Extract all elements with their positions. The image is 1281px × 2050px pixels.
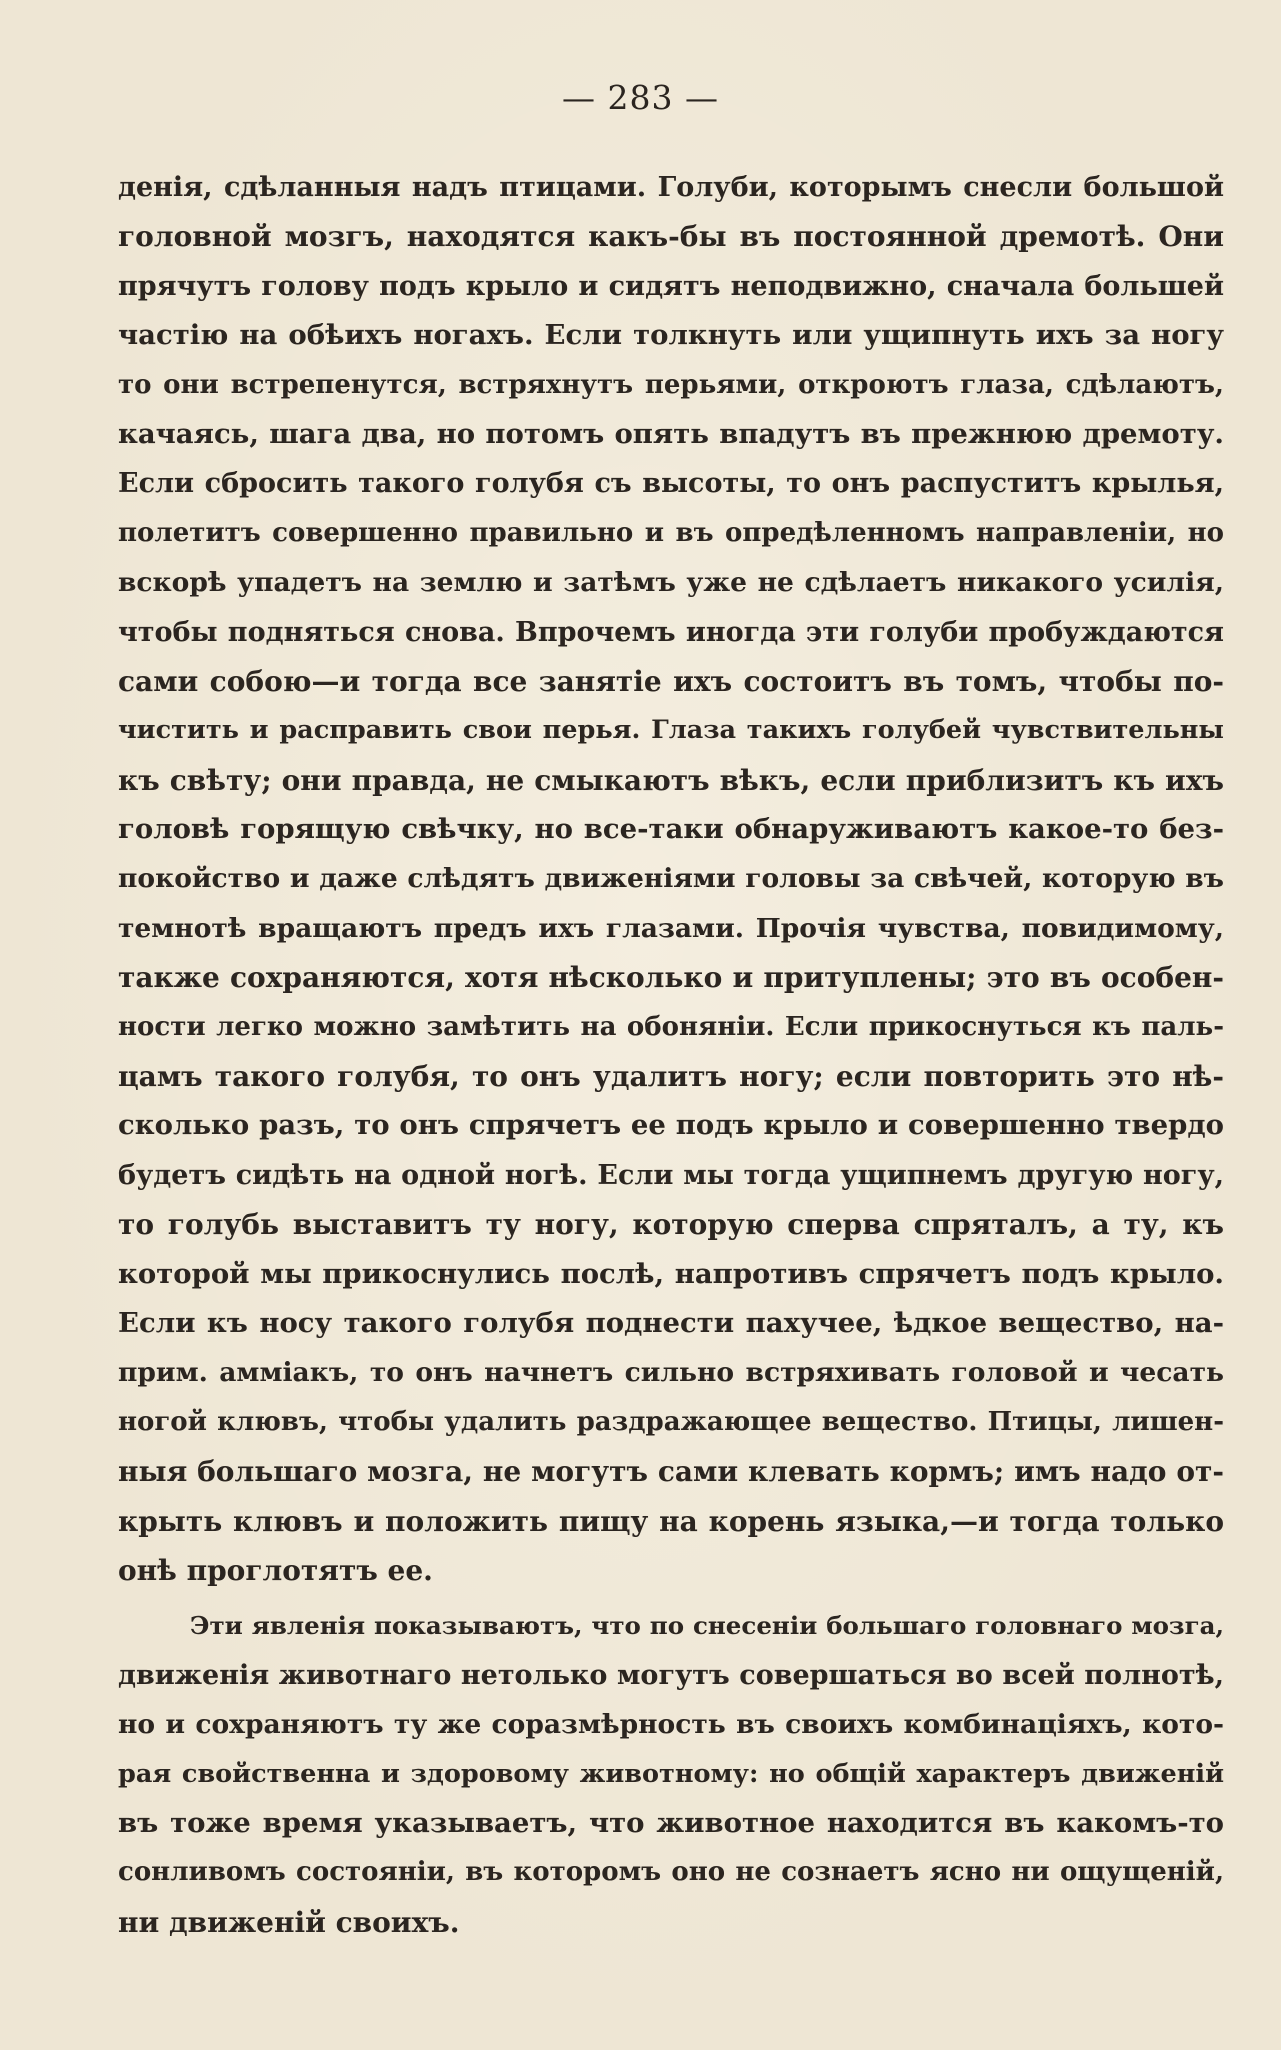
body-text xyxy=(118,163,1224,1947)
text-line: рая свойственна и здоровому животному: но общій характеръ движеній xyxy=(118,1758,1224,1789)
text-line: въ тоже время указываетъ, что животное находится въ какомъ-то xyxy=(118,1806,1224,1839)
text-line: то голубь выставитъ ту ногу, которую сперва спряталъ, а ту, къ xyxy=(118,1208,1224,1242)
text-line: чистить и расправить свои перья. Глаза такихъ голубей чувствительны xyxy=(118,715,1224,746)
text-line: покойство и даже слѣдятъ движеніями головы за свѣчей, которую въ xyxy=(118,863,1224,895)
text-line: крыть клювъ и положить пищу на корень языка,—и тогда только xyxy=(118,1504,1224,1538)
text-line: темнотѣ вращаютъ предъ ихъ глазами. Прочія чувства, повидимому, xyxy=(118,912,1224,944)
text-line: къ свѣту; они правда, не смыкаютъ вѣкъ, если приблизитъ къ ихъ xyxy=(118,763,1224,797)
text-line: то они встрепенутся, встряхнутъ перьями, откроютъ глаза, сдѣлаютъ, xyxy=(118,369,1224,400)
text-line: Эти явленія показываютъ, что по снесеніи большаго головнаго мозга, xyxy=(190,1611,1224,1641)
text-line: Если сбросить такого голубя съ высоты, то онъ распуститъ крылья, xyxy=(118,468,1224,500)
text-line: ногой клювъ, чтобы удалить раздражающее вещество. Птицы, лишен- xyxy=(118,1406,1224,1437)
paragraph-2 xyxy=(118,1601,1224,1947)
text-line: полетитъ совершенно правильно и въ опредѣленномъ направленіи, но xyxy=(118,517,1224,548)
text-line: головѣ горящую свѣчку, но все-таки обнаруживаютъ какое-то без- xyxy=(118,813,1224,846)
text-line: ни движеній своихъ. xyxy=(118,1905,460,1939)
text-line: прим. аммiакъ, то онъ начнетъ сильно встряхивать головой и чесать xyxy=(118,1357,1224,1389)
text-line: прячутъ голову подъ крыло и сидятъ неподвижно, сначала большей xyxy=(118,270,1224,302)
text-line: Если къ носу такого голубя поднести пахучее, ѣдкое вещество, на- xyxy=(118,1306,1224,1339)
text-line: которой мы прикоснулись послѣ, напротивъ спрячетъ подъ крыло. xyxy=(118,1257,1224,1290)
text-line: движенія животнаго нетолько могутъ совершаться во всей полнотѣ, xyxy=(118,1659,1224,1691)
text-line: онѣ проглотятъ ее. xyxy=(118,1553,433,1587)
text-line: ныя большаго мозга, не могутъ сами клевать кормъ; имъ надо от- xyxy=(118,1455,1224,1489)
text-line: также сохраняются, хотя нѣсколько и притуплены; это въ особен- xyxy=(118,961,1224,995)
text-line: денія, сдѣланныя надъ птицами. Голуби, которымъ снесли большой xyxy=(118,172,1224,203)
text-line: вскорѣ упадетъ на землю и затѣмъ уже не сдѣлаетъ никакого усилія, xyxy=(118,567,1224,599)
text-line: сами собою—и тогда все занятіе ихъ состоитъ въ томъ, чтобы по- xyxy=(118,664,1224,698)
page-number: — 283 — xyxy=(562,78,719,117)
text-line: частію на обѣихъ ногахъ. Если толкнуть или ущипнуть ихъ за ногу xyxy=(118,319,1224,352)
text-line: сонливомъ состояніи, въ которомъ оно не сознаетъ ясно ни ощущеній, xyxy=(118,1857,1224,1888)
paragraph-1 xyxy=(118,163,1224,1595)
text-line: головной мозгъ, находятся какъ-бы въ постоянной дремотѣ. Они xyxy=(118,220,1224,254)
text-line: сколько разъ, то онъ спрячетъ ее подъ крыло и совершенно твердо xyxy=(118,1109,1224,1142)
text-line: ности легко можно замѣтить на обоняніи. Если прикоснуться къ паль- xyxy=(118,1011,1224,1042)
text-line: будетъ сидѣть на одной ногѣ. Если мы тогда ущипнемъ другую ногу, xyxy=(118,1159,1224,1191)
text-line: чтобы подняться снова. Впрочемъ иногда эти голуби пробуждаются xyxy=(118,616,1224,648)
text-line: но и сохраняютъ ту же соразмѣрность въ своихъ комбинаціяхъ, кото- xyxy=(118,1709,1224,1741)
text-line: цамъ такого голубя, то онъ удалитъ ногу; если повторить это нѣ- xyxy=(118,1060,1224,1094)
text-line: качаясь, шага два, но потомъ опять впадутъ въ прежнюю дремоту. xyxy=(118,417,1224,450)
